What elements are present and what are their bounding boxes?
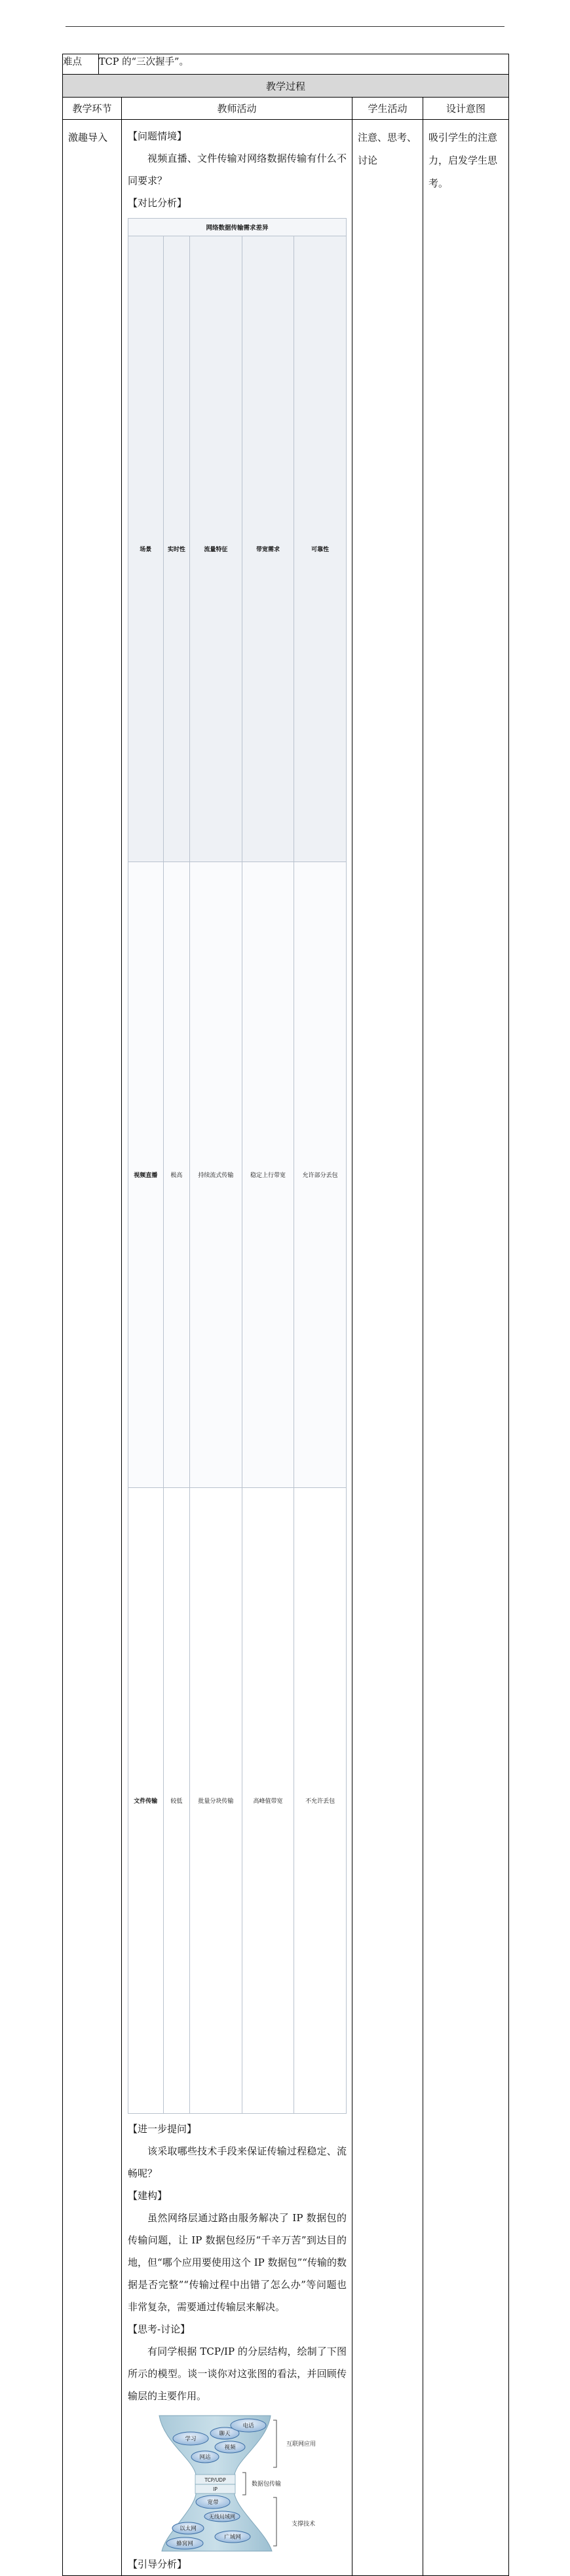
oval-wlan-label: 无线局域网: [209, 2514, 235, 2520]
label-internet-apps: 互联网应用: [286, 2441, 316, 2448]
oval-website-label: 网站: [199, 2454, 211, 2461]
hourglass-svg: [128, 2412, 337, 2553]
stage-cell: [63, 120, 122, 2576]
bracket-mid: [242, 2473, 246, 2495]
discuss-paragraph: 有同学根据 TCP/IP 的分层结构，绘制了下图所示的模型。谈一谈你对这张图的看法，并回顾传输层的主要作用。: [128, 2346, 347, 2402]
oval-ethernet-label: 以太网: [180, 2526, 197, 2532]
hourglass-diagram: [128, 2412, 337, 2553]
table-row: [128, 1488, 347, 2114]
oval-video-label: 视频: [224, 2444, 236, 2451]
oval-chat-label: 聊天: [219, 2431, 231, 2437]
page-header-rule: [66, 26, 504, 27]
oval-phone-label: 电话: [242, 2423, 254, 2429]
comparison-title: 网络数据传输需求差异: [128, 219, 347, 236]
comparison-header: 可靠性: [294, 236, 347, 862]
oval-broadband-label: 宽带: [207, 2499, 219, 2506]
table-cell: 不允许丢包: [294, 1488, 347, 2114]
column-header-student: 学生活动: [352, 98, 423, 120]
teaching-process-table: [62, 74, 509, 2576]
table-cell: 文件传输: [128, 1488, 164, 2114]
table-row: [128, 862, 347, 1488]
table-cell: 批量分块传输: [190, 1488, 242, 2114]
comparison-header: 场景: [128, 236, 164, 862]
oval-cellular-label: 蜂窝网: [176, 2541, 193, 2547]
table-cell: 视频直播: [128, 862, 164, 1488]
table-cell: 极高: [163, 862, 190, 1488]
bracket-bottom: [273, 2497, 276, 2546]
difficulty-table: [62, 54, 509, 75]
comparison-header: 带宽需求: [242, 236, 294, 862]
ip-label: IP: [213, 2486, 218, 2492]
heading-guided-analysis: 【引导分析】: [128, 2558, 187, 2570]
heading-think-discuss: 【思考-讨论】: [128, 2323, 191, 2335]
design-intent: 吸引学生的注意力，启发学生思考。: [428, 132, 498, 189]
tcp-udp-label: TCP/UDP: [204, 2477, 226, 2483]
heading-comparison: 【对比分析】: [128, 197, 187, 209]
label-packet-transfer: 数据包传输: [252, 2481, 282, 2488]
teacher-activity-cell: [122, 120, 352, 2576]
oval-wan-label: 广域网: [224, 2534, 241, 2541]
student-activity: 注意、思考、讨论: [358, 132, 417, 166]
label-support-tech: 支撑技术: [292, 2521, 316, 2528]
stage-name: 激趣导入: [68, 132, 108, 143]
table-cell: 持续流式传输: [190, 862, 242, 1488]
design-intent-cell: [423, 120, 509, 2576]
further-question: 该采取哪些技术手段来保证传输过程稳定、流畅呢？: [128, 2145, 347, 2179]
heading-further-question: 【进一步提问】: [128, 2123, 197, 2135]
problem-question: 视频直播、文件传输对网络数据传输有什么不同要求？: [128, 153, 347, 187]
table-cell: 较低: [163, 1488, 190, 2114]
comparison-header: 实时性: [163, 236, 190, 862]
table-cell: 稳定上行带宽: [242, 862, 294, 1488]
oval-study-label: 学习: [185, 2436, 197, 2442]
column-header-teacher: 教师活动: [122, 98, 352, 120]
student-activity-cell: [352, 120, 423, 2576]
construct-paragraph: 虽然网络层通过路由服务解决了 IP 数据包的传输问题，让 IP 数据包经历“千辛万苦”到达目的地，但“哪个应用要使用这个 IP 数据包”“传输的数据是否完整”“传输过程中出错了怎么办”等问题也非常复杂，需要通过传输层来解决。: [128, 2212, 347, 2313]
difficulty-label: 难点: [63, 54, 99, 75]
column-header-intent: 设计意图: [423, 98, 509, 120]
table-cell: 允许部分丢包: [294, 862, 347, 1488]
process-title: 教学过程: [63, 75, 509, 98]
comparison-table: [128, 218, 347, 2114]
difficulty-content: TCP 的“三次握手”。: [99, 54, 509, 75]
table-cell: 高峰值带宽: [242, 1488, 294, 2114]
column-header-stage: 教学环节: [63, 98, 122, 120]
comparison-header: 流量特征: [190, 236, 242, 862]
heading-problem-situation: 【问题情境】: [128, 130, 187, 142]
bracket-top: [273, 2420, 276, 2467]
heading-construct: 【建构】: [128, 2190, 168, 2202]
